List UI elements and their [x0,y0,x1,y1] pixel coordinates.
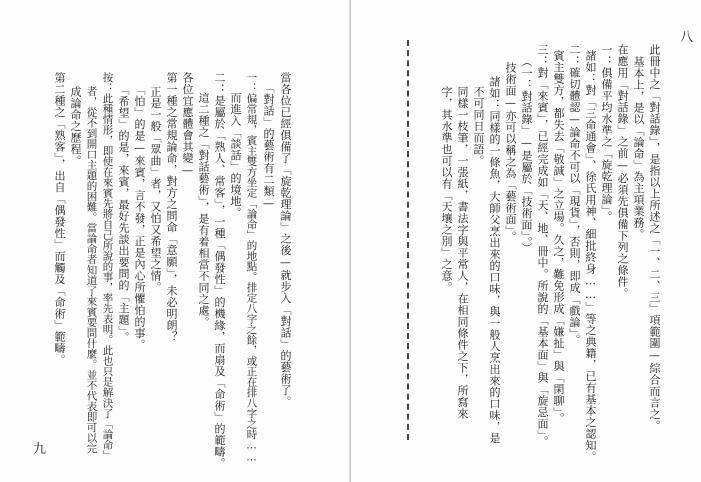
text-column: 者，從不到開口主題的困難。當論命者知道了來賓要問什麼。並不代表即可以完 [85,86,98,454]
text-column: 各位宜應體會其變— [181,72,194,178]
text-column: 成論命之歷程。 [69,86,82,167]
text-column: 三：對「來賓」，已經完成如「天、地、冊中。所說的「基本面」與「旋忌面」。 [536,44,549,447]
text-column: 諸如：同樣的一條魚，大師父烹出來的口味，與一般人烹出來的口味，是 [488,76,501,444]
text-column: 按：此種情形，即使在來賓先將自己所說的事，率先表明。此也只是解決了「論命」 [101,72,114,461]
text-column: 二：確切體認—論命不可以「現貨」，否則，即成「戲論」。 [568,44,581,346]
text-column: 同樣一枝筆，一張紙，書法字與平常人，在相同條件之下，所寫來 [456,86,469,420]
page-number-left: 九 [33,442,47,457]
text-column: 此冊中之「對話錄」，是指以上所述之「一、二、三」項範圍—綜合而言之。 [648,44,661,432]
text-column: 正是一般「眾曲」者，又怕又希望之情。 [149,86,162,293]
dashed-separator-rule [407,40,409,440]
text-column: （一：對話錄」—是屬於「技術面」。） [520,56,533,254]
text-column: 第二種之「熟客」，出自「偶發性」而觸及「命術」範疇。 [53,72,66,366]
text-column: 第一種之常規論命，對方之問命「意願」，未必明朗？ [165,72,178,343]
text-column: 基本上，是以「論命」為主項業務。 [632,56,645,240]
text-column: 一：偏常規，賓主雙方坐定「論命」的地點。排定八字之餘，或正在排八字之時…… [245,72,258,464]
text-column: 賓主雙方，都失去「敬誠」之立場。久之，難免形成「嫌扯」與「閑聊」。 [552,50,565,424]
text-column: 一：俱備平均水準之「旋乾理論」。 [600,44,613,223]
text-column: 「怕」的是—來賓，言不發，正是內心所懼怕的事。 [133,84,146,351]
text-column: 當各位已經俱備了「旋乾理論」之後—就步入「對話」的藝術了。 [279,72,292,408]
text-column: 在應用「對話錄」之前—必須先俱備下列之條件。 [616,44,629,299]
left-page [0,0,350,482]
text-column: 技術面—亦可以稱之為「藝術面」。 [504,62,517,243]
text-column: 二：是屬於「熟人、常客」，一種「偶發性」的機緣，而扇及「命術」的範疇。 [213,72,226,469]
text-column: 不可同日而語。 [472,86,485,167]
text-column: 「希望」的是，來賓，最好先談出要問的「主題」。 [117,84,130,343]
text-column: 諸如：對「三命通會」、徐氏用神、細批終身……」等之典籍，已有基本之認知。 [584,50,597,463]
text-column: 這二種之「對話藝術」，是有着相當不同之處。 [197,92,210,328]
text-column: 而進入「談話」的境地。 [229,92,242,219]
text-column: 字，其水準也可以有「天壤之別」之意。 [440,86,453,293]
page-number-right: 八 [680,30,694,45]
text-column: 「對話」的藝術有二類— [262,82,275,211]
right-page [351,0,701,482]
